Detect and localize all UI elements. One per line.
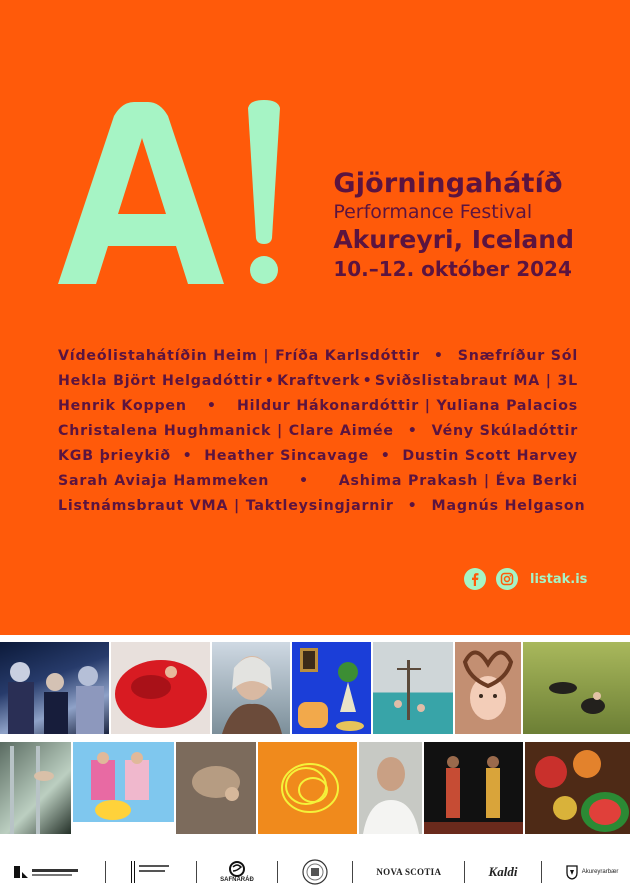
artist-text: Heather Sincavage bbox=[204, 448, 370, 464]
photo-poster-blue bbox=[73, 742, 174, 834]
artist-text: Listnámsbraut VMA | Taktleysingjarnir bbox=[58, 498, 394, 514]
photo-row bbox=[0, 642, 630, 734]
bullet: • bbox=[362, 373, 373, 389]
facebook-icon[interactable] bbox=[464, 568, 486, 590]
photo-fruit bbox=[525, 742, 630, 834]
photo-water-pole bbox=[373, 642, 453, 734]
sponsor-art-museum-logo bbox=[12, 862, 82, 882]
artist-text: Henrik Koppen bbox=[58, 398, 187, 414]
sponsor-fund-logo bbox=[129, 859, 173, 885]
artist-text: Kraftverk bbox=[277, 373, 361, 389]
artist-text: KGB þrieykið bbox=[58, 448, 171, 464]
photo-red-dress bbox=[111, 642, 209, 734]
bullet: • bbox=[182, 448, 193, 464]
safnarad-label: SAFNARÁÐ bbox=[220, 877, 254, 883]
bullet: • bbox=[407, 498, 418, 514]
divider bbox=[196, 861, 197, 883]
photo-crowd bbox=[0, 642, 109, 734]
divider bbox=[464, 861, 465, 883]
artist-text: Hekla Björt Helgadóttir bbox=[58, 373, 263, 389]
festival-logo bbox=[52, 98, 292, 298]
festival-name-is: Gjörningahátíð bbox=[333, 168, 563, 199]
photo-elder-woman bbox=[212, 642, 290, 734]
artist-text: Snæfríður Sól bbox=[457, 348, 578, 364]
artist-line bbox=[58, 419, 578, 444]
artist-line bbox=[58, 344, 578, 369]
akureyri-label: Akureyrarbær bbox=[581, 869, 619, 875]
artist-text: Sviðslistabraut MA | 3L bbox=[374, 373, 578, 389]
bullet: • bbox=[433, 348, 444, 364]
bullet: • bbox=[380, 448, 391, 464]
artist-text: Vídeólistahátíðin Heim | Fríða Karlsdóttir bbox=[58, 348, 420, 364]
artist-line bbox=[58, 494, 586, 519]
photo-yellow-loops bbox=[258, 742, 357, 834]
sponsor-strip bbox=[0, 852, 630, 892]
bullet: • bbox=[299, 473, 309, 489]
artist-line bbox=[58, 444, 578, 469]
novascotia-label: NOVA SCOTIA bbox=[376, 867, 442, 877]
photo-crouching bbox=[176, 742, 255, 834]
website-link[interactable]: listak.is bbox=[530, 571, 588, 587]
photo-window-hands bbox=[0, 742, 71, 834]
artist-text: Christalena Hughmanick | Clare Aimée bbox=[58, 423, 394, 439]
photo-blue-still-life bbox=[292, 642, 370, 734]
sponsor-akureyri-logo bbox=[565, 864, 619, 880]
festival-location: Akureyri, Iceland bbox=[333, 225, 574, 254]
artist-text: Hildur Hákonardóttir | Yuliana Palacios bbox=[236, 398, 578, 414]
social-links bbox=[464, 568, 587, 590]
festival-dates: 10.–12. október 2024 bbox=[333, 257, 572, 281]
festival-name-en: Performance Festival bbox=[333, 201, 533, 223]
artist-text: Dustin Scott Harvey bbox=[402, 448, 578, 464]
kaldi-label: Kaldi bbox=[488, 864, 518, 879]
sponsor-kaldi-logo bbox=[489, 864, 518, 880]
sponsor-seal-logo bbox=[301, 858, 329, 886]
sponsor-novascotia-logo bbox=[376, 867, 441, 877]
photo-dancers bbox=[424, 742, 523, 834]
bullet: • bbox=[206, 398, 217, 414]
artist-text: Ashima Prakash | Éva Berki bbox=[338, 473, 578, 489]
artist-line bbox=[58, 394, 578, 419]
artist-list bbox=[58, 344, 586, 519]
festival-info bbox=[333, 168, 574, 282]
artist-line bbox=[58, 469, 578, 494]
divider bbox=[352, 861, 353, 883]
divider bbox=[105, 861, 106, 883]
divider bbox=[541, 861, 542, 883]
bullet: • bbox=[407, 423, 418, 439]
artist-text: Vény Skúladóttir bbox=[431, 423, 578, 439]
sponsor-safnarad-logo bbox=[220, 861, 254, 883]
divider bbox=[277, 861, 278, 883]
photo-row bbox=[0, 742, 630, 834]
photo-man bbox=[359, 742, 422, 834]
artist-text: Sarah Aviaja Hammeken bbox=[58, 473, 270, 489]
artist-line bbox=[58, 369, 578, 394]
bullet: • bbox=[264, 373, 275, 389]
artist-text: Magnús Helgason bbox=[431, 498, 586, 514]
instagram-icon[interactable] bbox=[496, 568, 518, 590]
photo-face-heart bbox=[455, 642, 521, 734]
photo-field bbox=[523, 642, 630, 734]
